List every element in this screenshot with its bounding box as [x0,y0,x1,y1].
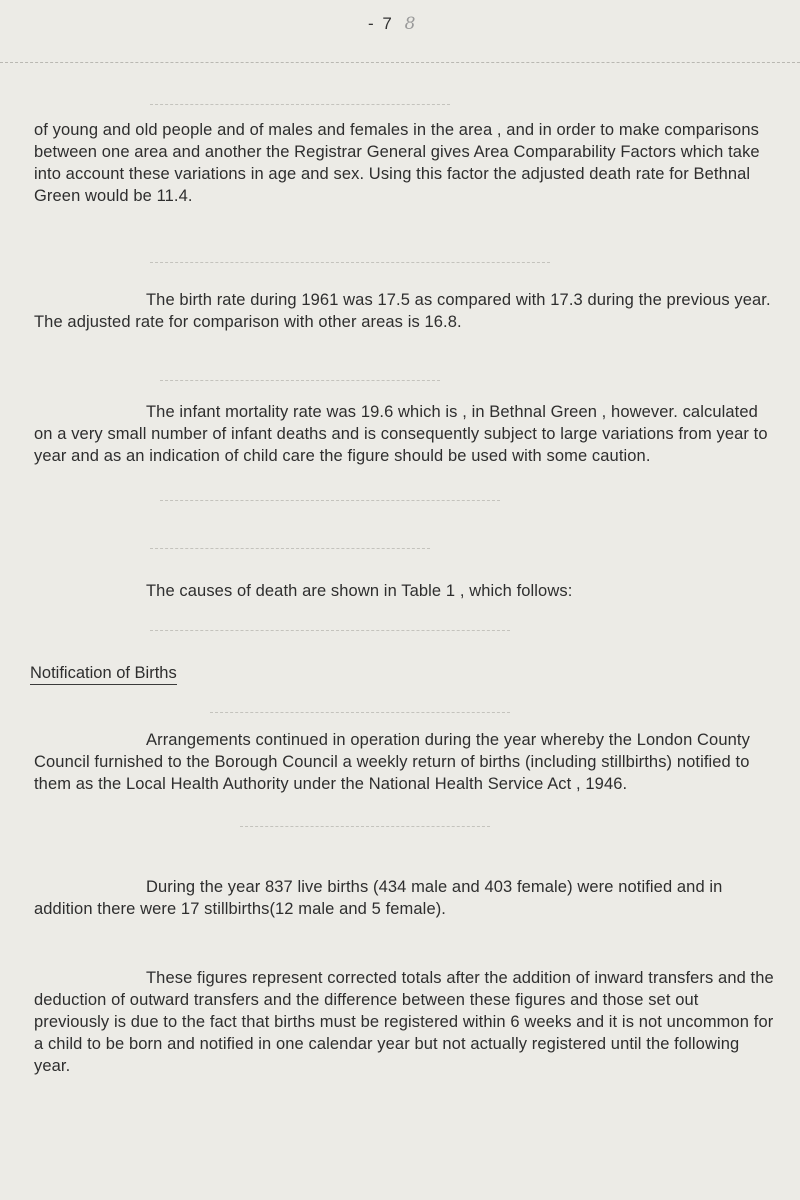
paragraph-area-comparability: of young and old people and of males and females in the area , and in order to make comparisons between one area and another the Registrar General gives Area Comparability Factors which take into account these variations in age and sex. Using this factor the adjusted death rate for Bethnal Green would be 11.4. [34,120,760,205]
page-number-printed: - 7 [368,14,394,33]
paragraph-live-births: During the year 837 live births (434 male and 403 female) were notified and in addition there were 17 stillbirths(12 male and 5 female). [34,877,723,918]
show-through-line [150,262,550,263]
show-through-line [160,380,440,381]
paragraph-infant-mortality: The infant mortality rate was 19.6 which is , in Bethnal Green , however. calculated on a very small number of infant deaths and is consequently subject to large variations from year to year and as an indication of child care the figure should be used with some caution. [34,402,768,465]
top-rule [0,62,800,63]
show-through-line [160,500,500,501]
page-number-handwritten: 8 [404,14,418,34]
show-through-line [240,826,490,827]
section-heading-notification-of-births: Notification of Births [30,664,177,685]
show-through-line [150,104,450,105]
show-through-line [210,712,510,713]
paragraph-corrected-totals: These figures represent corrected totals after the addition of inward transfers and the deduction of outward transfers and the difference between these figures and those set out previously is due to the fact that births must be registered within 6 weeks and it is not uncommon for a child to be born and notified in one calendar year but not actually registered until the following year. [34,968,774,1075]
show-through-line [150,630,510,631]
page-number [368,14,417,34]
paragraph-arrangements: Arrangements continued in operation during the year whereby the London County Council furnished to the Borough Council a weekly return of births (including stillbirths) notified to them as the Local Health Authority under the National Health Service Act , 1946. [34,730,750,793]
paragraph-causes-of-death: The causes of death are shown in Table 1 , which follows: [146,581,573,600]
show-through-line [150,548,430,549]
paragraph-birth-rate: The birth rate during 1961 was 17.5 as compared with 17.3 during the previous year. The adjusted rate for comparison with other areas is 16.8. [34,290,771,331]
